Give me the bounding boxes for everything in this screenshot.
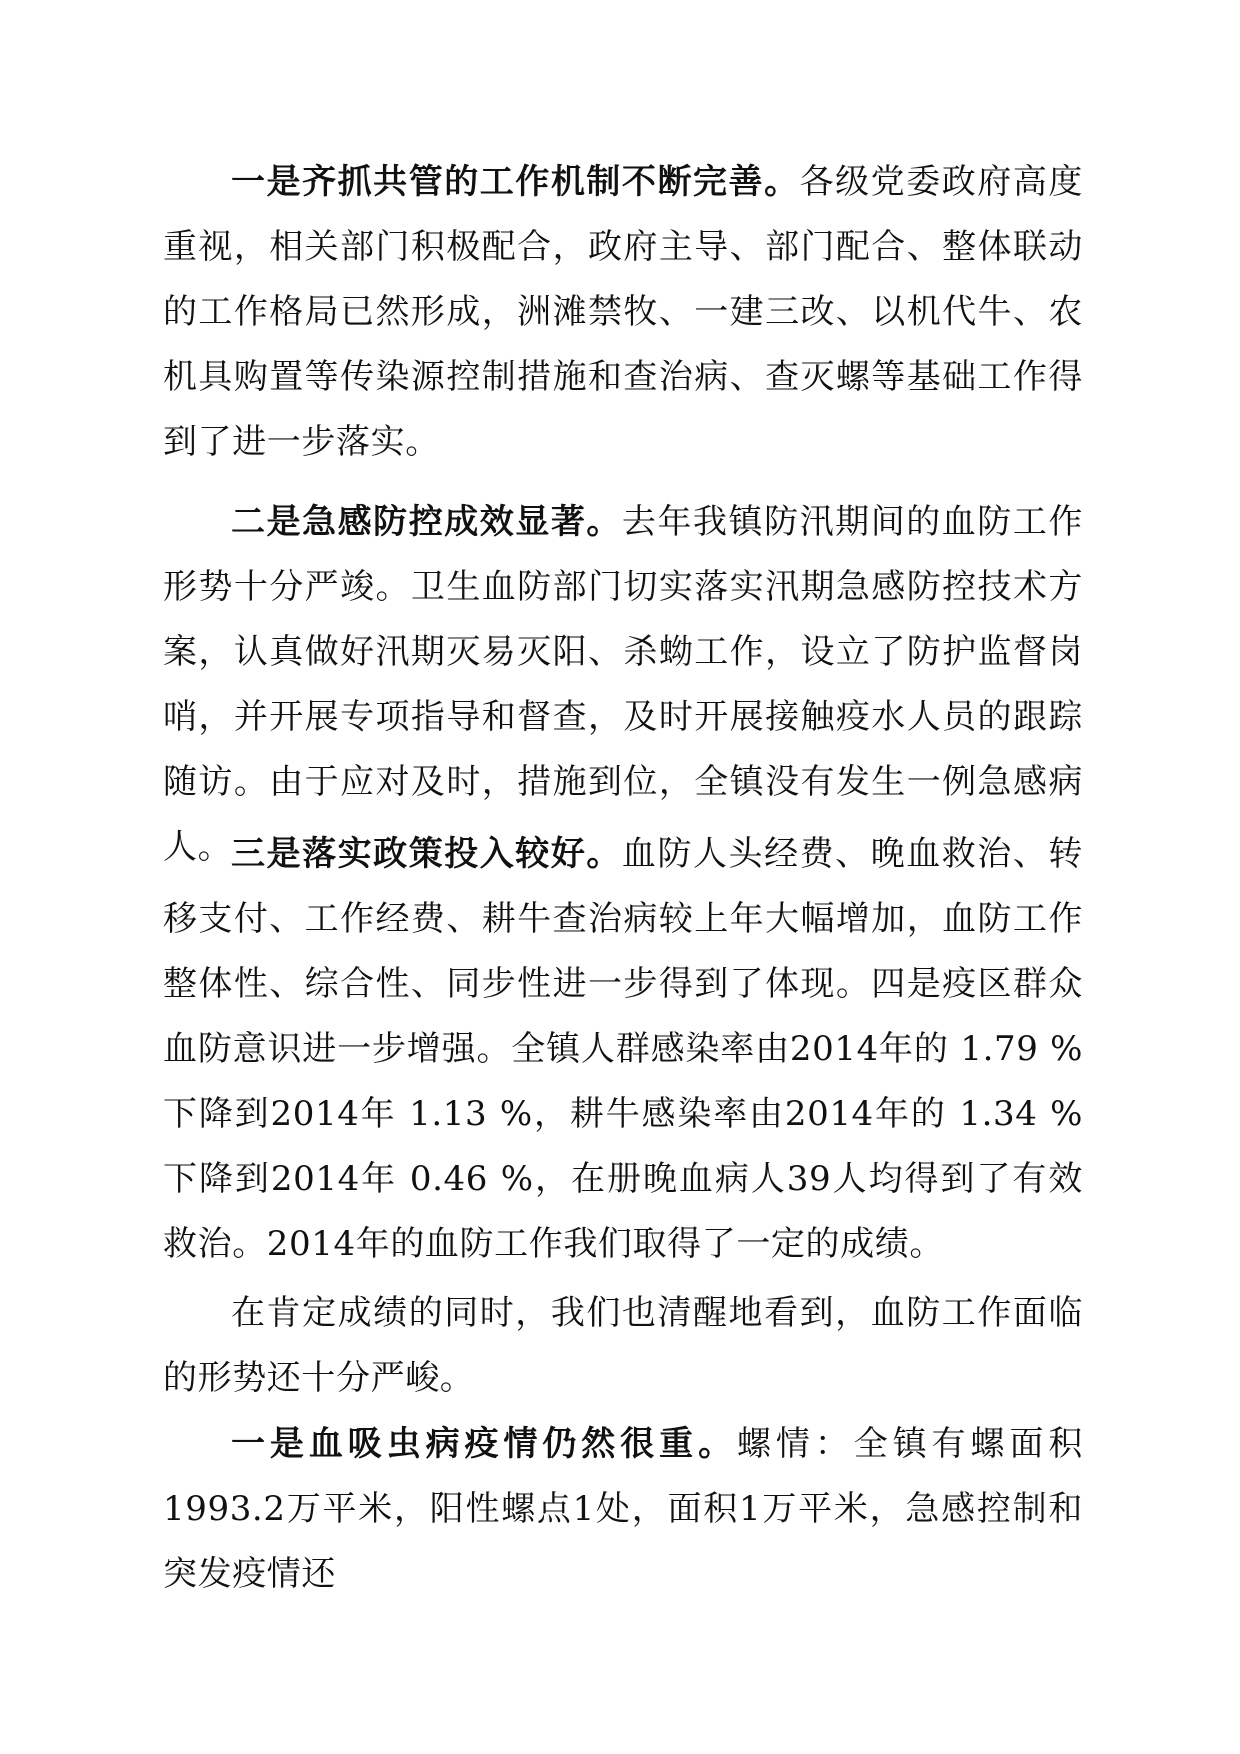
paragraph-text: 各级党委政府高度重视，相关部门积极配合，政府主导、部门配合、整体联动的工作格局已然形成，洲滩禁牧、一建三改、以机代牛、农机具购置等传染源控制措施和查治病、查灭螺等基础工作得到了进一步落实。 [163,162,1083,462]
paragraph-text: 去年我镇防汛期间的血防工作形势十分严竣。卫生血防部门切实落实汛期急感防控技术方案，认真做好汛期灭易灭阳、杀蚴工作，设立了防护监督岗哨，并开展专项指导和督查，及时开展接触疫水人员的跟踪随访。由于应对及时，措施到位，全镇没有发生一例急感病人。 [163,502,1083,867]
paragraph-epidemic [163,1412,1083,1607]
paragraph-text: 螺情：全镇有螺面积 1993.2万平米，阳性螺点1处，面积1万平米，急感控制和突发疫情还 [163,1424,1083,1594]
paragraph-lead: 三是落实政策投入较好。 [231,834,622,874]
paragraph-text: 在肯定成绩的同时，我们也清醒地看到，血防工作面临的形势还十分严峻。 [163,1293,1083,1398]
paragraph-lead: 一是齐抓共管的工作机制不断完善。 [231,162,800,202]
paragraph-policy-investment [163,822,1083,1277]
paragraph-text: 血防人头经费、晚血救治、转移支付、工作经费、耕牛查治病较上年大幅增加，血防工作整体性、综合性、同步性进一步得到了体现。四是疫区群众血防意识进一步增强。全镇人群感染率由2014年的 1.79 %下降到2014年 1.13 %，耕牛感染率由2014年的 1.34 %下降到2014年 0.46 %，在册晚血病人39人均得到了有效救治。2014年的血防工作我们取得了一定的成绩。 [163,834,1083,1264]
paragraph-mechanism [163,150,1083,475]
paragraph-lead: 二是急感防控成效显著。 [231,502,622,542]
paragraph-situation [163,1281,1083,1411]
paragraph-lead: 一是血吸虫病疫情仍然很重。 [231,1424,737,1464]
